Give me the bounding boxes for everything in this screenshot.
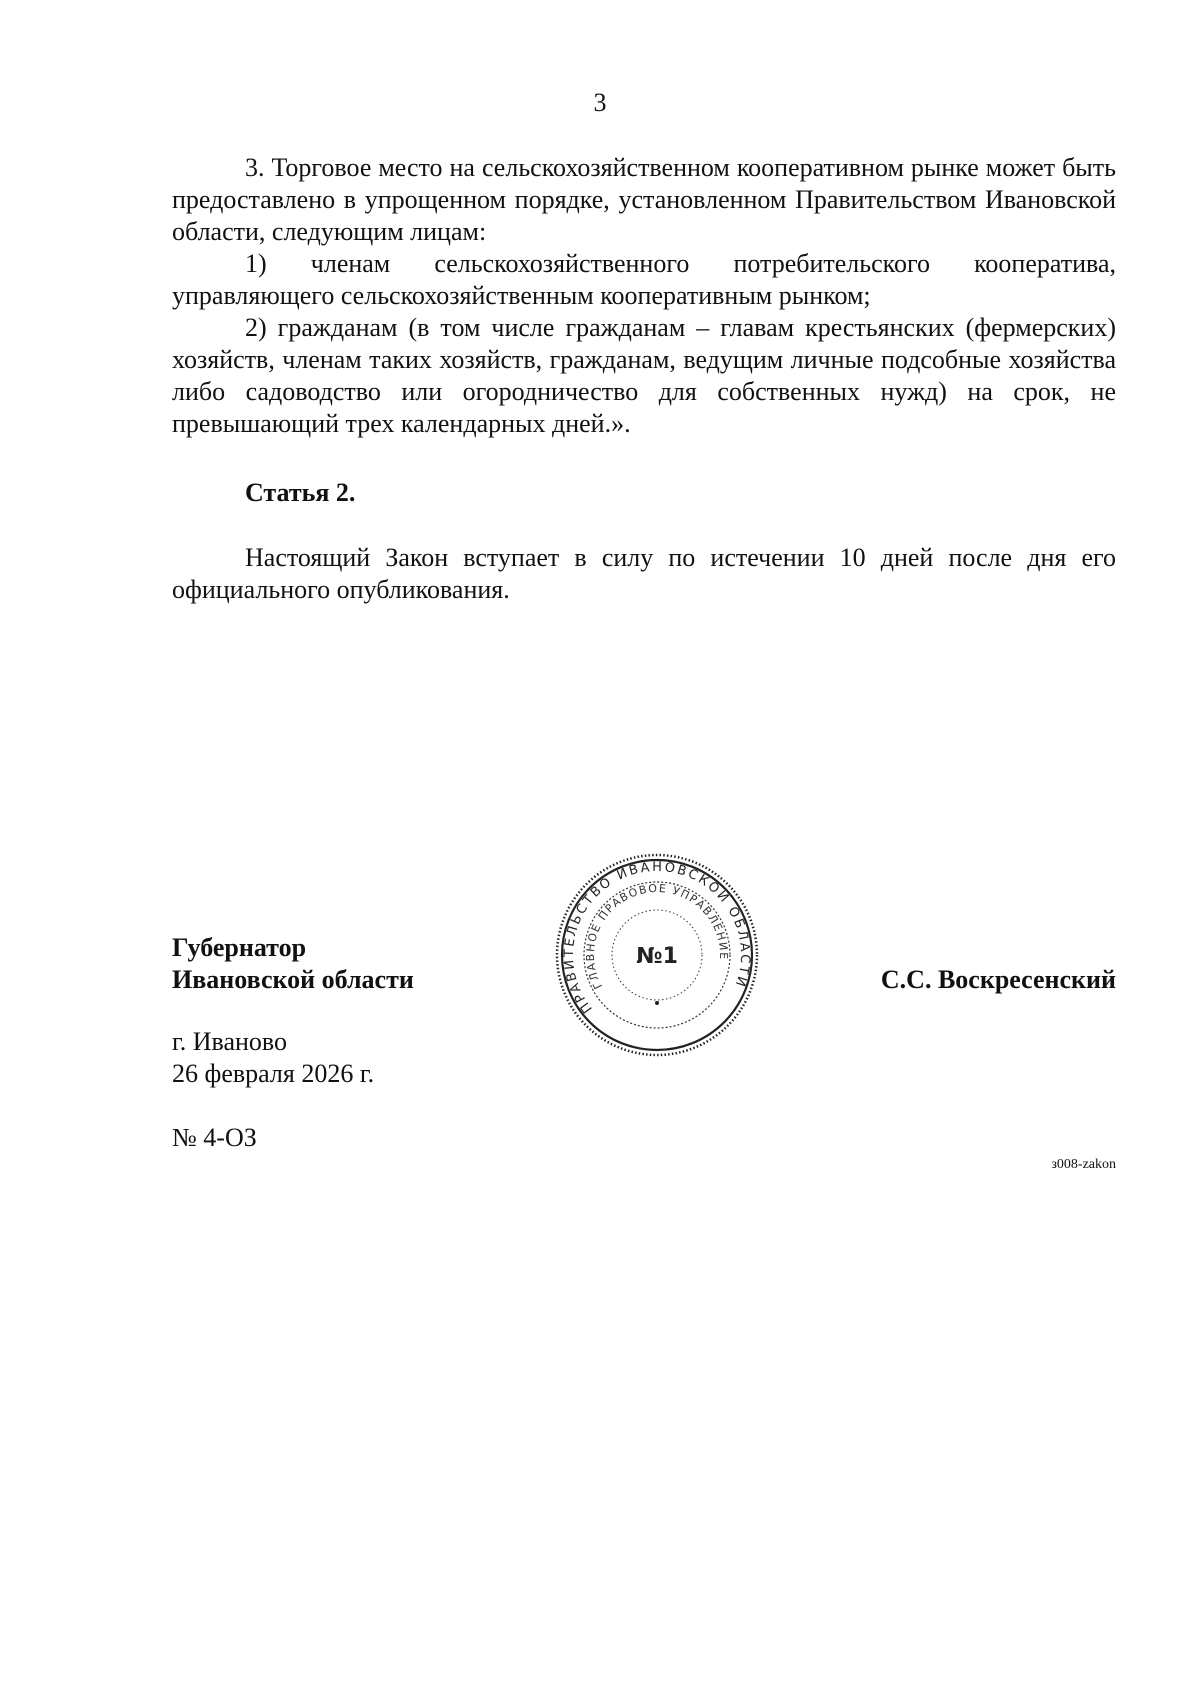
seal-outer-text: ПРАВИТЕЛЬСТВО ИВАНОВСКОЙ ОБЛАСТИ <box>561 859 753 1016</box>
signatory-position <box>172 932 414 996</box>
paragraph-subitem-2: 2) гражданам (в том числе гражданам – главам крестьянских (фермерских) хозяйств, членам таких хозяйств, гражданам, ведущим личные подсобные хозяйства либо садоводство или огородничество для собственных нужд) на срок, не превышающий трех календарных дней.». <box>172 313 1116 438</box>
page-number: 3 <box>593 88 607 117</box>
city: г. Иваново <box>172 1027 287 1056</box>
signatory-position-line2: Ивановской области <box>172 965 414 994</box>
article-title: Статья 2. <box>245 478 356 507</box>
paragraph-item-3: 3. Торговое место на сельскохозяйственном кооперативном рынке может быть предоставлено в упрощенном порядке, установленном Правительством Ивановской области, следующим лицам: <box>172 153 1116 246</box>
amendment-text <box>172 152 1116 440</box>
seal-inner-text: ГЛАВНОЕ ПРАВОВОЕ УПРАВЛЕНИЕ <box>583 881 731 992</box>
place-and-date <box>172 1026 374 1090</box>
article-body <box>172 542 1116 606</box>
signatory-name: С.С. Воскресенский <box>880 965 1116 994</box>
law-number: № 4-ОЗ <box>172 1123 257 1152</box>
paragraph-subitem-1: 1) членам сельскохозяйственного потребительского кооператива, управляющего сельскохозяйственным кооперативным рынком; <box>172 249 1116 310</box>
seal-number: №1 <box>636 944 678 969</box>
signing-date: 26 февраля 2026 г. <box>172 1059 375 1088</box>
official-seal <box>553 851 761 1059</box>
seal-dot <box>655 1001 659 1005</box>
article-paragraph: Настоящий Закон вступает в силу по истечении 10 дней после дня его официального опубликования. <box>172 543 1116 604</box>
signatory-position-line1: Губернатор <box>172 933 307 962</box>
seal-graphic <box>553 851 761 1059</box>
document-code: з008-zakon <box>1051 1157 1116 1172</box>
